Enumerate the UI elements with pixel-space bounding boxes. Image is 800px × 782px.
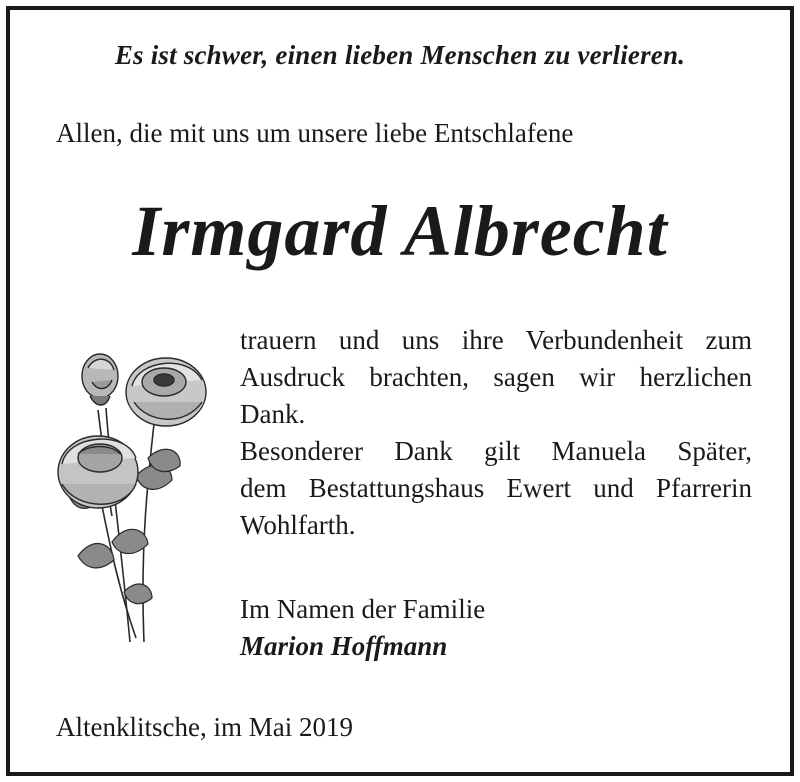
roses-icon — [48, 346, 218, 646]
intro-text: Allen, die mit uns um unsere liebe Entschlafene — [56, 118, 574, 148]
signature: Marion Hoffmann — [240, 631, 448, 661]
body-line: trauern und uns ihre Verbundenheit zum — [240, 325, 752, 355]
headline: Es ist schwer, einen lieben Menschen zu verlieren. — [114, 40, 686, 70]
deceased-name: Irmgard Albrecht — [132, 191, 668, 271]
body-line: Besonderer Dank gilt Manuela Später, — [240, 436, 752, 466]
place-date: Altenklitsche, im Mai 2019 — [56, 712, 353, 742]
obituary-notice — [6, 6, 794, 776]
body-text — [240, 322, 752, 544]
body-line: Ausdruck brachten, sagen wir herzlichen — [240, 362, 752, 392]
body-line: Wohlfarth. — [240, 510, 356, 540]
family-label: Im Namen der Familie — [240, 594, 486, 624]
body-line: dem Bestattungshaus Ewert und Pfarrerin — [240, 473, 752, 503]
body-line: Dank. — [240, 399, 306, 429]
